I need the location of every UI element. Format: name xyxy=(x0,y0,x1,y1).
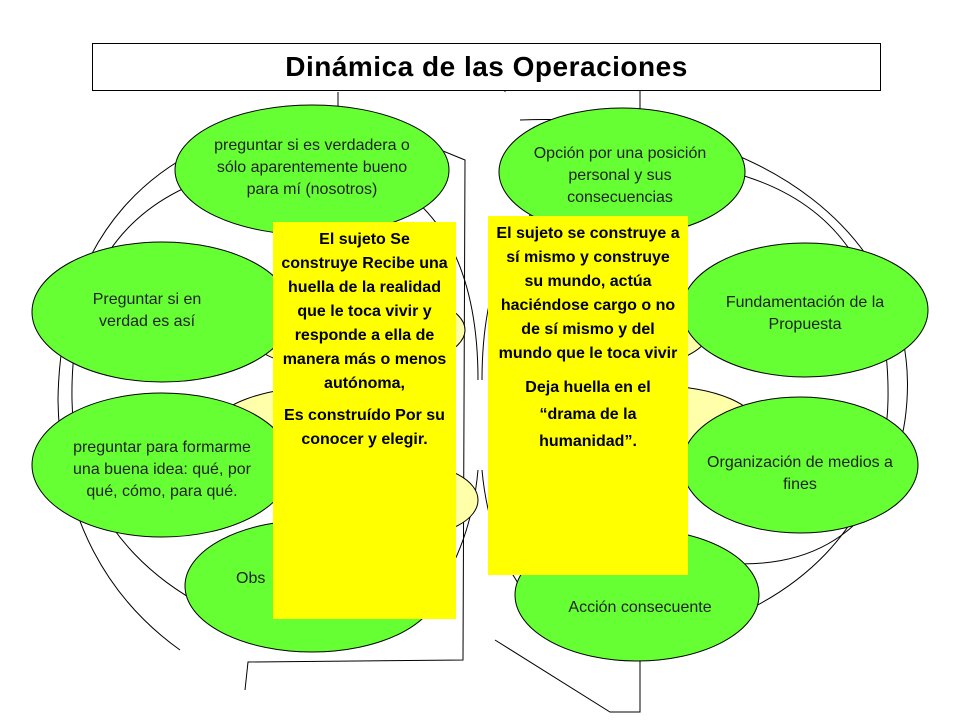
title-box xyxy=(92,43,881,91)
left-box-paragraph-2: Es construído Por su conocer y elegir. xyxy=(284,407,445,448)
right-yellow-box xyxy=(488,216,688,575)
left-ellipse-3-label: preguntar para formarme una buena idea: qué, por qué, cómo, para qué. xyxy=(73,439,251,500)
page-title: Dinámica de las Operaciones xyxy=(285,51,688,82)
right-ellipse-4-label: Acción consecuente xyxy=(568,599,712,616)
right-ellipse-1-label: Opción por una posición personal y sus consecuencias xyxy=(533,145,707,206)
left-box-paragraph-1: El sujeto Se construye Recibe una huella de la realidad que le toca vivir y responde a ella de manera más o menos autónoma, xyxy=(281,231,448,392)
left-yellow-box xyxy=(273,222,456,619)
left-ellipse-2-label: Preguntar si en verdad es así xyxy=(92,291,202,330)
right-ellipse-3-label: Organización de medios a fines xyxy=(707,454,893,493)
right-ellipse-2-label: Fundamentación de la Propuesta xyxy=(725,294,885,333)
right-box-paragraph-1: El sujeto se construye a sí mismo y construye su mundo, actúa haciéndose cargo o no de sí mismo y del mundo que le toca vivir xyxy=(496,225,680,362)
left-ellipse-4-label: Obs xyxy=(236,570,266,587)
right-box-paragraph-2: Deja huella en el “drama de la humanidad”. xyxy=(525,379,651,450)
left-ellipse-1-label: preguntar si es verdadera o sólo aparentemente bueno para mí (nosotros) xyxy=(214,137,410,198)
